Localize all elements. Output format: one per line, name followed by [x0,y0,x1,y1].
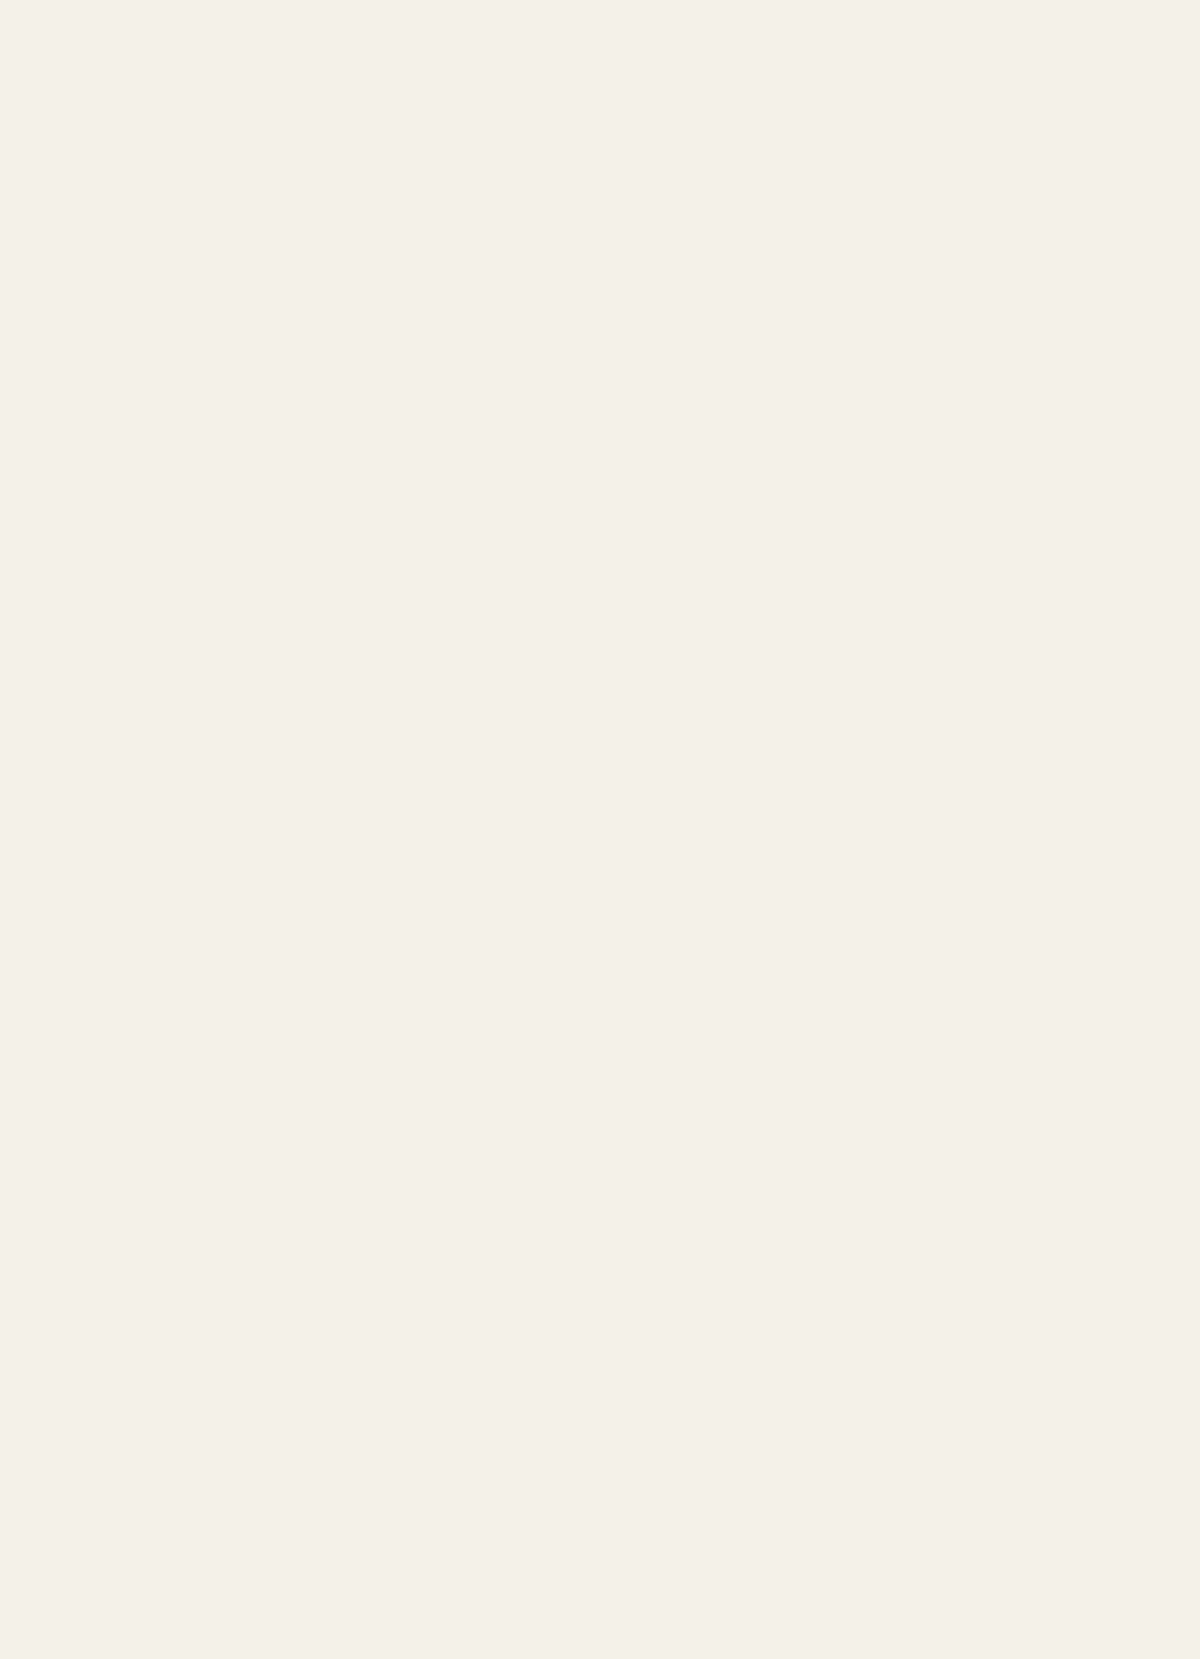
right-column [385,58,1191,78]
bottom-left-column [385,72,777,78]
bottom-columns [385,72,1191,78]
left-column [14,58,381,66]
bottom-right-column [799,72,1191,78]
